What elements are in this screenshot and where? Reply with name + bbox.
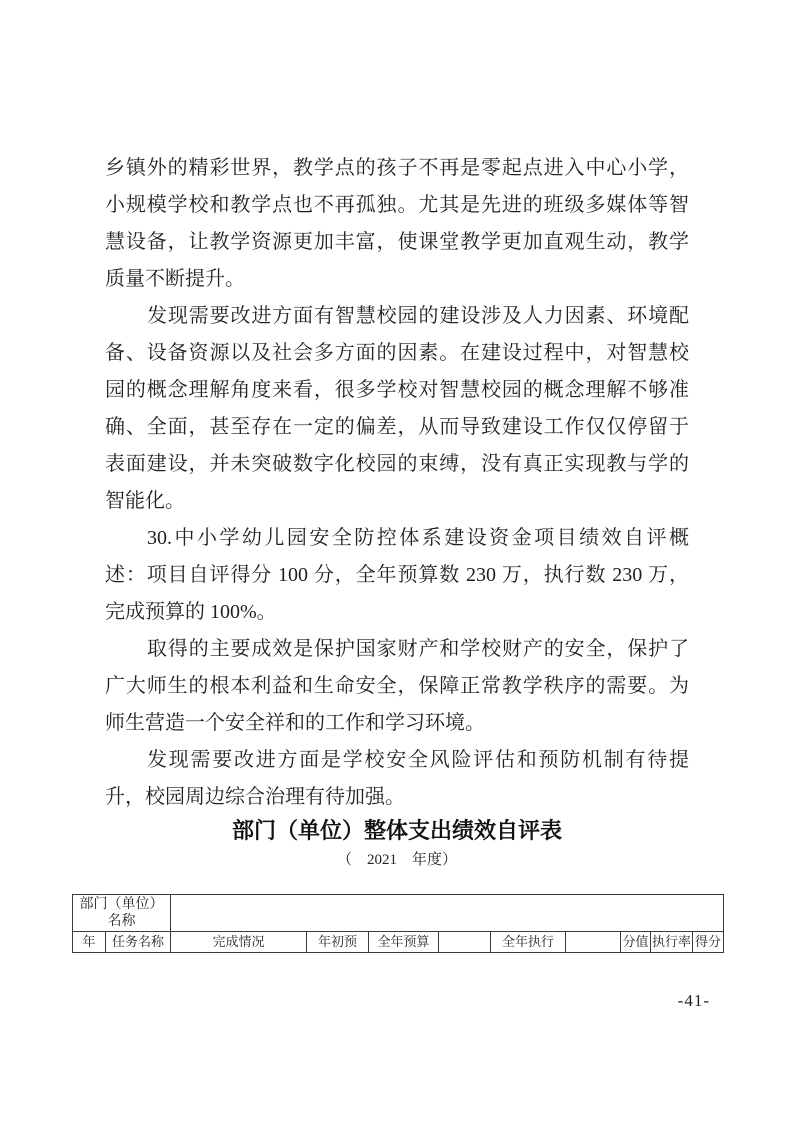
text-line: 备、设备资源以及社会多方面的因素。在建设过程中，对智慧校 bbox=[105, 342, 689, 364]
dept-name-value bbox=[171, 895, 724, 932]
text-line: 慧设备，让教学资源更加丰富，使课堂教学更加直观生动，教学 bbox=[105, 231, 689, 253]
dept-name-label: 部门（单位）名称 bbox=[73, 895, 171, 932]
page-number: -41- bbox=[677, 991, 710, 1010]
text-line: 质量不断提升。 bbox=[105, 268, 245, 290]
text-line: 确、全面，甚至存在一定的偏差，从而导致建设工作仅仅停留于 bbox=[105, 416, 689, 438]
text-line: 取得的主要成效是保护国家财产和学校财产的安全，保护了 bbox=[147, 638, 689, 660]
page-title: 部门（单位）整体支出绩效自评表 bbox=[231, 818, 562, 843]
table-header-cell: 全年执行 bbox=[491, 932, 566, 953]
text-line: 智能化。 bbox=[105, 490, 185, 512]
text-line: 发现需要改进方面是学校安全风险评估和预防机制有待提 bbox=[147, 749, 689, 771]
table-header-row bbox=[73, 932, 724, 953]
table-header-cell bbox=[566, 932, 621, 953]
text-line: 发现需要改进方面有智慧校园的建设涉及人力因素、环境配 bbox=[147, 305, 689, 327]
body-text bbox=[105, 150, 689, 816]
table-header-cell: 分值 bbox=[621, 932, 651, 953]
text-line: 园的概念理解角度来看，很多学校对智慧校园的概念理解不够准 bbox=[105, 379, 689, 401]
text-line: 乡镇外的精彩世界，教学点的孩子不再是零起点进入中心小学， bbox=[105, 157, 689, 179]
table-header-cell: 执行率 bbox=[651, 932, 693, 953]
table-header-cell: 任务名称 bbox=[106, 932, 171, 953]
self-evaluation-table bbox=[72, 894, 724, 953]
table-header-cell: 得分 bbox=[693, 932, 724, 953]
text-line: 广大师生的根本利益和生命安全，保障正常教学秩序的需要。为 bbox=[105, 675, 689, 697]
text-line: 表面建设，并未突破数字化校园的束缚，没有真正实现教与学的 bbox=[105, 453, 689, 475]
table-header-cell: 完成情况 bbox=[171, 932, 307, 953]
table-row bbox=[73, 895, 724, 932]
table-header-cell bbox=[439, 932, 491, 953]
page-subtitle: （ 2021 年度） bbox=[336, 852, 457, 868]
text-line: 述：项目自评得分 100 分，全年预算数 230 万，执行数 230 万， bbox=[105, 564, 689, 586]
table-header-cell: 全年预算 bbox=[369, 932, 439, 953]
text-line: 小规模学校和教学点也不再孤独。尤其是先进的班级多媒体等智 bbox=[105, 194, 689, 216]
text-line: 30.中小学幼儿园安全防控体系建设资金项目绩效自评概 bbox=[147, 527, 689, 549]
text-line: 师生营造一个安全祥和的工作和学习环境。 bbox=[105, 712, 485, 734]
text-line: 完成预算的 100%。 bbox=[105, 601, 277, 623]
text-line: 升，校园周边综合治理有待加强。 bbox=[105, 786, 405, 808]
table-header-cell: 年初预 bbox=[307, 932, 369, 953]
table-header-cell: 年 bbox=[73, 932, 106, 953]
